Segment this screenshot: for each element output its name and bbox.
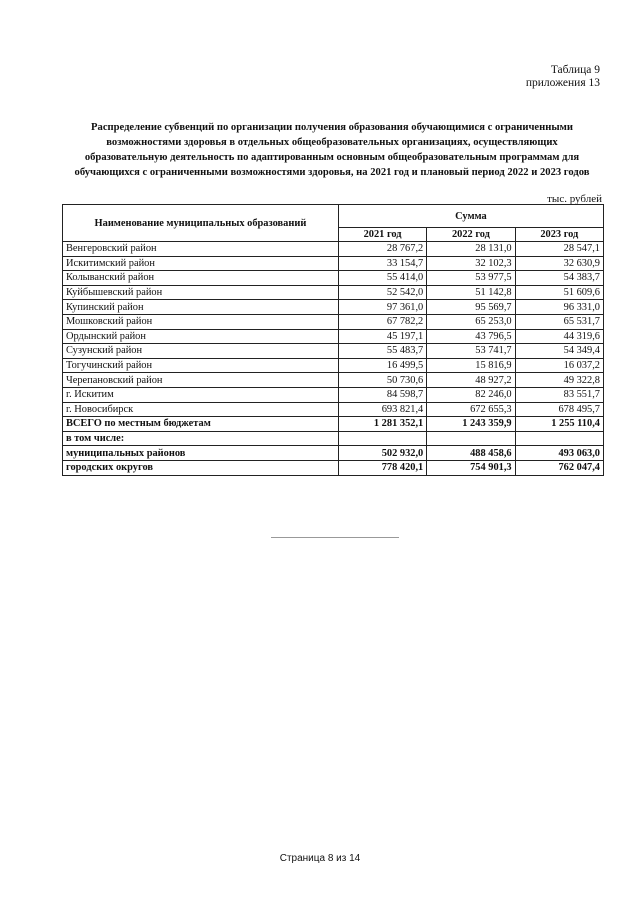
- table-row: [63, 387, 604, 402]
- table-row: [63, 256, 604, 271]
- row-value: 754 901,3: [427, 460, 515, 475]
- row-value: 67 782,2: [338, 314, 426, 329]
- header-year-2021: 2021 год: [338, 228, 426, 242]
- row-value: 55 483,7: [338, 344, 426, 359]
- subsidy-table: [62, 204, 604, 476]
- row-value: 51 609,6: [515, 285, 603, 300]
- row-value: 28 131,0: [427, 242, 515, 257]
- subtotal-row: [63, 446, 604, 461]
- document-title: [62, 120, 602, 180]
- caption-appendix: приложения 13: [525, 77, 600, 89]
- title-line: обучающихся с ограниченными возможностями здоровья, на 2021 год и плановый период 2022 и 2023 годов: [74, 167, 590, 178]
- row-value: 32 102,3: [427, 256, 515, 271]
- row-name: Венгеровский район: [63, 242, 339, 257]
- row-value: 84 598,7: [338, 387, 426, 402]
- row-value: 83 551,7: [515, 387, 603, 402]
- row-value: 96 331,0: [515, 300, 603, 315]
- row-value: 28 547,1: [515, 242, 603, 257]
- row-value: 28 767,2: [338, 242, 426, 257]
- row-value: 82 246,0: [427, 387, 515, 402]
- row-value: 52 542,0: [338, 285, 426, 300]
- row-value: 16 499,5: [338, 358, 426, 373]
- row-value: 1 281 352,1: [338, 417, 426, 432]
- title-line: образовательную деятельность по адаптированным основным общеобразовательным программам для: [84, 152, 580, 163]
- row-value: 54 383,7: [515, 271, 603, 286]
- row-value: 55 414,0: [338, 271, 426, 286]
- row-name: городских округов: [63, 460, 339, 475]
- page-number: Страница 8 из 14: [279, 853, 361, 864]
- header-year-2023: 2023 год: [515, 228, 603, 242]
- row-name: Куйбышевский район: [63, 285, 339, 300]
- row-name: Ордынский район: [63, 329, 339, 344]
- table-row: [63, 329, 604, 344]
- row-value: 15 816,9: [427, 358, 515, 373]
- row-value: 51 142,8: [427, 285, 515, 300]
- row-value: 672 655,3: [427, 402, 515, 417]
- units-label: тыс. рублей: [547, 193, 602, 205]
- table-row: [63, 271, 604, 286]
- empty-cell: [338, 431, 426, 446]
- row-name: г. Новосибирск: [63, 402, 339, 417]
- table-caption: [526, 64, 600, 90]
- header-sum: Сумма: [338, 205, 603, 228]
- row-value: 778 420,1: [338, 460, 426, 475]
- row-value: 95 569,7: [427, 300, 515, 315]
- row-value: 16 037,2: [515, 358, 603, 373]
- total-row: [63, 417, 604, 432]
- caption-table-number: Таблица 9: [550, 64, 600, 76]
- row-value: 32 630,9: [515, 256, 603, 271]
- row-value: 65 531,7: [515, 314, 603, 329]
- row-value: 762 047,4: [515, 460, 603, 475]
- table-row: [63, 358, 604, 373]
- empty-cell: [515, 431, 603, 446]
- row-value: 65 253,0: [427, 314, 515, 329]
- row-name: Купинский район: [63, 300, 339, 315]
- header-municipality: Наименование муниципальных образований: [63, 205, 339, 242]
- row-name: Мошковский район: [63, 314, 339, 329]
- row-value: 49 322,8: [515, 373, 603, 388]
- row-value: 54 349,4: [515, 344, 603, 359]
- row-name: г. Искитим: [63, 387, 339, 402]
- row-value: 53 741,7: [427, 344, 515, 359]
- empty-cell: [427, 431, 515, 446]
- table-row: [63, 314, 604, 329]
- row-value: 1 243 359,9: [427, 417, 515, 432]
- table-row: [63, 373, 604, 388]
- table-row: [63, 300, 604, 315]
- table-row: [63, 242, 604, 257]
- row-value: 502 932,0: [338, 446, 426, 461]
- including-label: в том числе:: [63, 431, 339, 446]
- title-line: Распределение субвенций по организации получения образования обучающимися с ограниченными: [91, 122, 573, 133]
- row-value: 678 495,7: [515, 402, 603, 417]
- row-name: Тогучинский район: [63, 358, 339, 373]
- row-name: Колыванский район: [63, 271, 339, 286]
- row-name: Сузунский район: [63, 344, 339, 359]
- title-line: возможностями здоровья в отдельных общеобразовательных организациях, осуществляющих: [106, 137, 558, 148]
- table-row: [63, 344, 604, 359]
- row-value: 1 255 110,4: [515, 417, 603, 432]
- including-row: [63, 431, 604, 446]
- row-value: 43 796,5: [427, 329, 515, 344]
- row-value: 693 821,4: [338, 402, 426, 417]
- row-name: муниципальных районов: [63, 446, 339, 461]
- row-name: Черепановский район: [63, 373, 339, 388]
- row-name: ВСЕГО по местным бюджетам: [63, 417, 339, 432]
- row-value: 53 977,5: [427, 271, 515, 286]
- separator-line: [271, 537, 399, 538]
- subtotal-row: [63, 460, 604, 475]
- row-value: 45 197,1: [338, 329, 426, 344]
- table-row: [63, 402, 604, 417]
- row-value: 48 927,2: [427, 373, 515, 388]
- row-value: 33 154,7: [338, 256, 426, 271]
- row-value: 50 730,6: [338, 373, 426, 388]
- row-value: 488 458,6: [427, 446, 515, 461]
- header-year-2022: 2022 год: [427, 228, 515, 242]
- row-value: 97 361,0: [338, 300, 426, 315]
- table-row: [63, 285, 604, 300]
- row-name: Искитимский район: [63, 256, 339, 271]
- row-value: 493 063,0: [515, 446, 603, 461]
- row-value: 44 319,6: [515, 329, 603, 344]
